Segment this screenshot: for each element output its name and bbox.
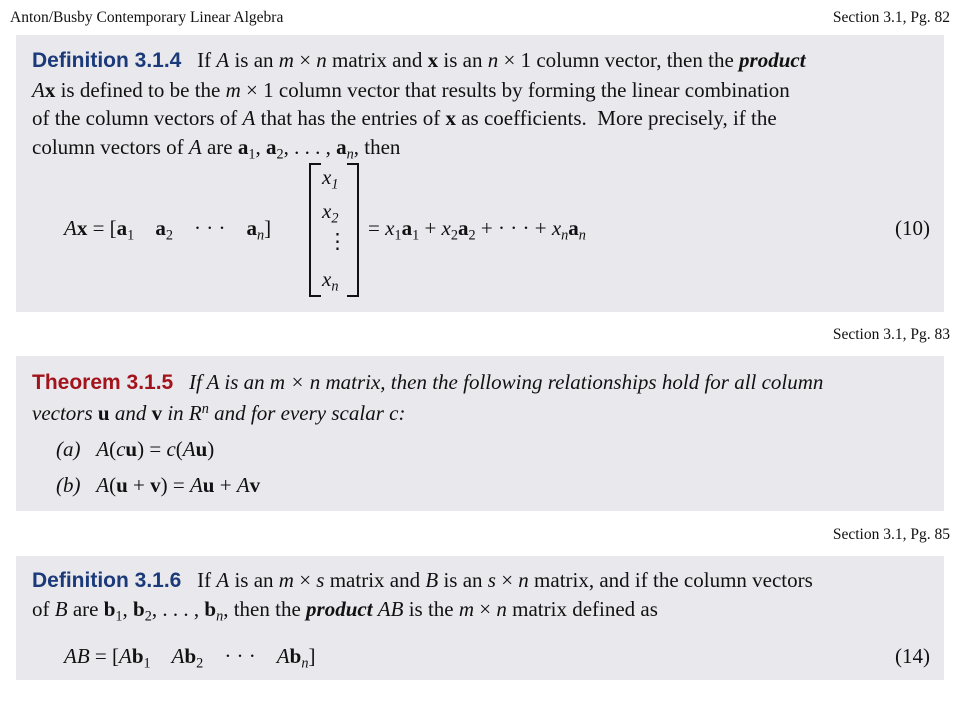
def314-line-4: column vectors of A are $a_1$, $a_2$, . . . , $a_n$, then <box>32 135 401 163</box>
def314-line-2: Ax is defined to be the m × 1 column vector that results by forming the linear combination <box>32 78 790 102</box>
def314-equation-number: (10) <box>895 216 930 240</box>
def316-equation-number: (14) <box>895 644 930 668</box>
theorem-3-1-5-box <box>16 356 944 511</box>
thm315-part-b-label: (b) <box>56 473 81 497</box>
def316-title: Definition 3.1.6 <box>32 569 182 592</box>
definition-3-1-6-box <box>16 556 944 680</box>
def316-line-2: of B are $b_1$, $b_2$, . . . , $b_n$, then the product AB is the m × n matrix defined as <box>32 597 658 625</box>
thm315-line-1: Theorem 3.1.5 If A is an m × n matrix, then the following relationships hold for all column <box>32 370 824 394</box>
vector-left-bracket <box>309 163 321 297</box>
thm315-part-a-label: (a) <box>56 437 81 461</box>
thm315-part-b: (b) A(u + v) = Au + Av <box>56 473 261 497</box>
section-page-header-1: Section 3.1, Pg. 82 <box>832 9 950 26</box>
vector-entry-x2: $x_2$ <box>322 199 339 227</box>
definition-3-1-4-box <box>16 35 944 312</box>
section-page-header-2: Section 3.1, Pg. 83 <box>832 326 950 343</box>
def314-equation-lhs: $Ax = [a_1$ $a_2$ · · · $a_n$] <box>64 216 272 244</box>
def316-line-1: Definition 3.1.6 If A is an m × s matrix and B is an s × n matrix, and if the column vectors <box>32 568 813 592</box>
thm315-title: Theorem 3.1.5 <box>32 371 174 394</box>
thm315-line-2: vectors u and v in $R^n$ and for every scalar c: <box>32 400 406 425</box>
vector-entry-x1: $x_1$ <box>322 165 339 193</box>
def314-equation-rhs: = $x_1a_1 + x_2a_2$ + · · · + $x_na_n$ <box>368 216 586 244</box>
section-page-header-3: Section 3.1, Pg. 85 <box>832 526 950 543</box>
def314-line-3: of the column vectors of A that has the entries of x as coefficients. More precisely, if the <box>32 106 777 130</box>
thm315-part-a: (a) A(cu) = c(Au) <box>56 437 215 461</box>
vector-right-bracket <box>347 163 359 297</box>
def314-title: Definition 3.1.4 <box>32 49 182 72</box>
def316-equation: AB = [$Ab_1$ $Ab_2$ · · · $Ab_n$] <box>64 644 316 672</box>
book-title-header: Anton/Busby Contemporary Linear Algebra <box>10 9 284 26</box>
vector-entry-vdots: ⋮ <box>327 229 348 253</box>
def314-line-1: Definition 3.1.4 If A is an m × n matrix and x is an n × 1 column vector, then the product <box>32 48 806 72</box>
vector-entry-xn: $x_n$ <box>322 267 339 295</box>
